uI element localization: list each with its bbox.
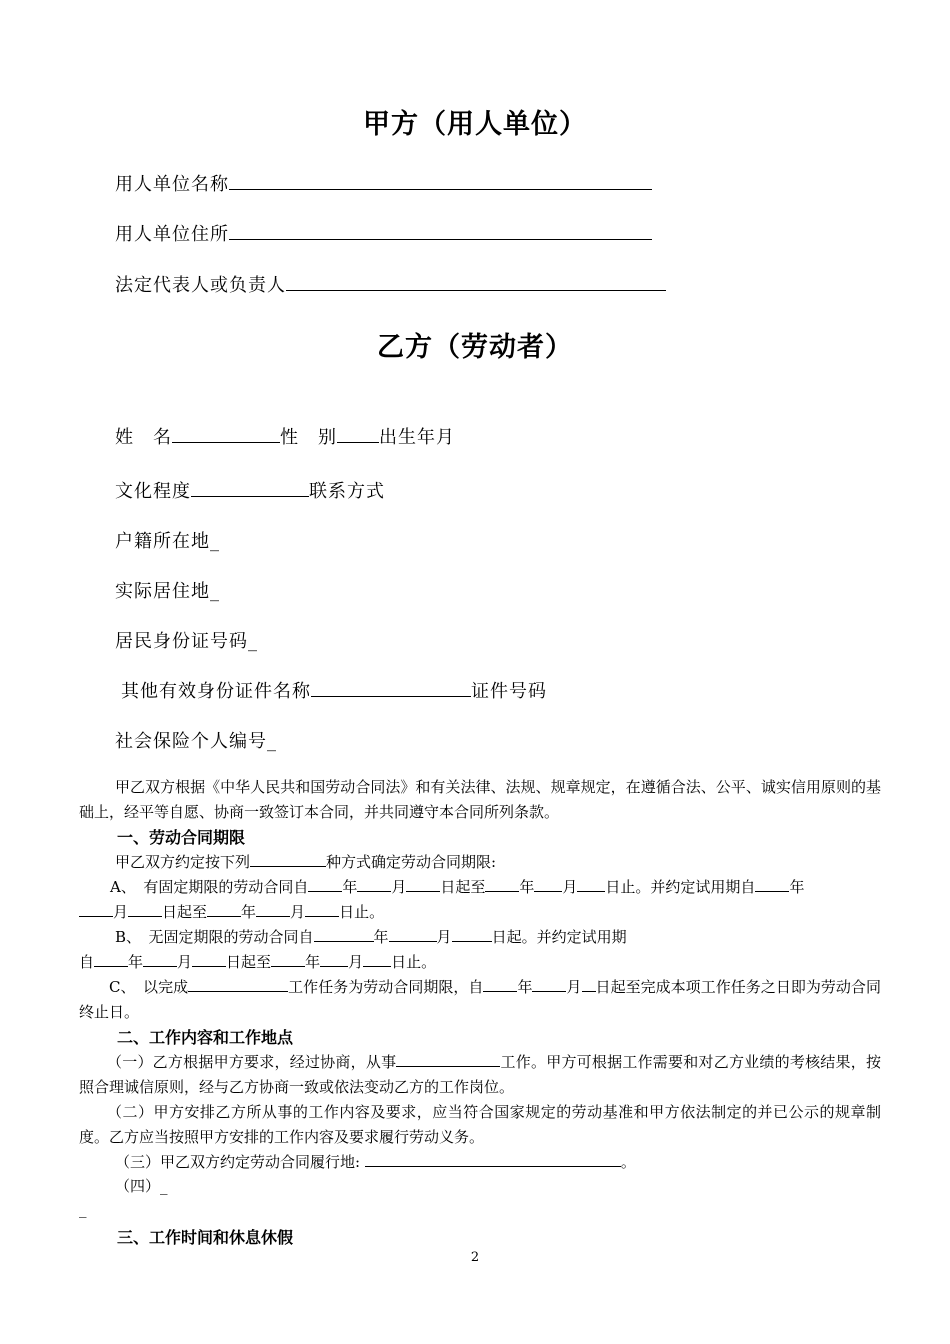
year-label: 年 <box>305 952 321 971</box>
education-blank[interactable] <box>191 477 309 497</box>
term-method-text-2: 种方式确定劳动合同期限: <box>326 852 497 871</box>
job-blank[interactable] <box>396 1050 500 1067</box>
month-label: 月 <box>290 902 306 921</box>
year-label: 年 <box>342 877 358 896</box>
year-label: 年 <box>241 902 257 921</box>
id-number-label[interactable]: 居民身份证号码_ <box>115 631 258 652</box>
day-label: 日起至 <box>226 952 272 971</box>
section2-p3-text: （三）甲乙双方约定劳动合同履行地: <box>115 1152 365 1171</box>
option-c-text: 工作任务为劳动合同期限，自 <box>288 978 484 996</box>
residence-label[interactable]: 实际居住地_ <box>115 581 220 602</box>
day-label: 日起至 <box>162 902 208 921</box>
worker-basic-row <box>115 423 455 449</box>
option-c-label: C、 以完成 <box>109 978 189 996</box>
other-id-row <box>121 677 547 703</box>
blank[interactable] <box>363 950 391 967</box>
option-b-line1 <box>115 925 627 947</box>
year-label: 年 <box>128 952 144 971</box>
option-a-line1 <box>110 875 804 897</box>
education-label: 文化程度 <box>115 481 191 502</box>
option-b-label: B、 无固定期限的劳动合同自 <box>115 927 314 946</box>
blank[interactable] <box>755 875 789 892</box>
month-label: 月 <box>566 978 582 996</box>
blank[interactable] <box>320 950 348 967</box>
employer-name-blank[interactable] <box>229 170 652 190</box>
party-b-title: 乙方（劳动者） <box>377 332 573 363</box>
month-label: 月 <box>436 927 452 946</box>
preamble: 甲乙双方根据《中华人民共和国劳动合同法》和有关法律、法规、规章规定，在遵循合法、公平、诚实信用原则的基础上，经平等自愿、协商一致签订本合同，并共同遵守本合同所列条款。 <box>79 778 881 821</box>
workplace-blank[interactable] <box>365 1150 621 1167</box>
option-a-line2 <box>79 900 384 922</box>
blank[interactable] <box>192 950 226 967</box>
blank[interactable] <box>308 875 342 892</box>
blank[interactable] <box>314 925 374 942</box>
worker-birth-label: 出生年月 <box>379 427 455 448</box>
month-label: 月 <box>348 952 364 971</box>
blank[interactable] <box>485 875 519 892</box>
blank[interactable] <box>207 900 241 917</box>
blank[interactable] <box>79 900 113 917</box>
social-insurance-label[interactable]: 社会保险个人编号_ <box>115 731 277 752</box>
worker-gender-label: 性 别 <box>280 427 337 448</box>
contact-label: 联系方式 <box>309 481 385 502</box>
option-a-label: A、 有固定期限的劳动合同自 <box>110 877 309 896</box>
month-label: 月 <box>562 877 578 896</box>
blank[interactable] <box>188 975 288 992</box>
worker-name-label: 姓 名 <box>115 427 172 448</box>
option-c <box>79 975 881 1025</box>
legal-rep-blank[interactable] <box>286 271 666 291</box>
day-label: 日止。 <box>339 902 385 921</box>
legal-rep-label: 法定代表人或负责人 <box>115 275 286 296</box>
section2-p1-text-2: 工作。甲方可根据工作需要和对乙方业绩的考核结果，按照合理诚信原则，经与乙方协商一致或依法变动乙方的工作岗位。 <box>79 1053 881 1096</box>
blank[interactable] <box>128 900 162 917</box>
worker-name-blank[interactable] <box>172 423 280 443</box>
other-id-number-label: 证件号码 <box>471 681 547 702</box>
blank[interactable] <box>389 925 437 942</box>
worker-gender-blank[interactable] <box>337 423 379 443</box>
year-label: 年 <box>519 877 535 896</box>
blank[interactable] <box>577 875 605 892</box>
day-label: 日止。 <box>391 952 437 971</box>
employer-name-row <box>115 170 652 196</box>
household-label[interactable]: 户籍所在地_ <box>115 531 220 552</box>
section2-p2: （二）甲方安排乙方所从事的工作内容及要求，应当符合国家规定的劳动基准和甲方依法制定的并已公示的规章制度。乙方应当按照甲方安排的工作内容及要求履行劳动义务。 <box>79 1103 881 1146</box>
section2-p1 <box>79 1050 881 1100</box>
stray-underscore: _ <box>79 1200 87 1218</box>
other-id-blank[interactable] <box>311 677 471 697</box>
period: 。 <box>620 1152 636 1171</box>
month-label: 月 <box>177 952 193 971</box>
blank[interactable] <box>483 975 517 992</box>
employer-address-label: 用人单位住所 <box>115 224 229 245</box>
year-label: 年 <box>517 978 533 996</box>
section3-heading: 三、工作时间和休息休假 <box>117 1228 294 1247</box>
year-label: 年 <box>789 877 805 896</box>
blank[interactable] <box>271 950 305 967</box>
section2-p4[interactable]: （四）_ <box>115 1177 168 1195</box>
blank[interactable] <box>256 900 290 917</box>
blank[interactable] <box>532 975 566 992</box>
section1-heading: 一、劳动合同期限 <box>117 828 246 847</box>
blank[interactable] <box>534 875 562 892</box>
year-label: 年 <box>373 927 389 946</box>
blank[interactable] <box>452 925 492 942</box>
page-number: 2 <box>470 1250 480 1265</box>
section2-heading: 二、工作内容和工作地点 <box>117 1028 294 1047</box>
term-method-blank[interactable] <box>250 850 326 867</box>
day-label: 日止。并约定试用期自 <box>605 877 756 896</box>
term-method-text: 甲乙双方约定按下列 <box>115 852 251 871</box>
option-b-line2 <box>79 950 436 972</box>
employer-name-label: 用人单位名称 <box>115 174 229 195</box>
employer-address-row <box>115 220 652 246</box>
education-row <box>115 477 385 503</box>
day-label: 日起至 <box>440 877 486 896</box>
from-label: 自 <box>79 952 95 971</box>
legal-rep-row <box>115 271 666 297</box>
blank[interactable] <box>582 975 596 992</box>
month-label: 月 <box>113 902 129 921</box>
option-c-end: 日起至完成本项工作任务之日即为劳动合同终止日。 <box>79 978 881 1021</box>
option-b-probation: 日起。并约定试用期 <box>491 927 627 946</box>
blank[interactable] <box>357 875 391 892</box>
party-a-title: 甲方（用人单位） <box>363 109 587 140</box>
blank[interactable] <box>406 875 440 892</box>
section2-p3 <box>115 1150 636 1172</box>
blank[interactable] <box>94 950 128 967</box>
employer-address-blank[interactable] <box>229 220 652 240</box>
month-label: 月 <box>391 877 407 896</box>
other-id-label: 其他有效身份证件名称 <box>121 681 311 702</box>
term-method-row <box>115 850 496 872</box>
blank[interactable] <box>305 900 339 917</box>
section2-p1-text: （一）乙方根据甲方要求，经过协商，从事 <box>107 1053 397 1071</box>
blank[interactable] <box>143 950 177 967</box>
